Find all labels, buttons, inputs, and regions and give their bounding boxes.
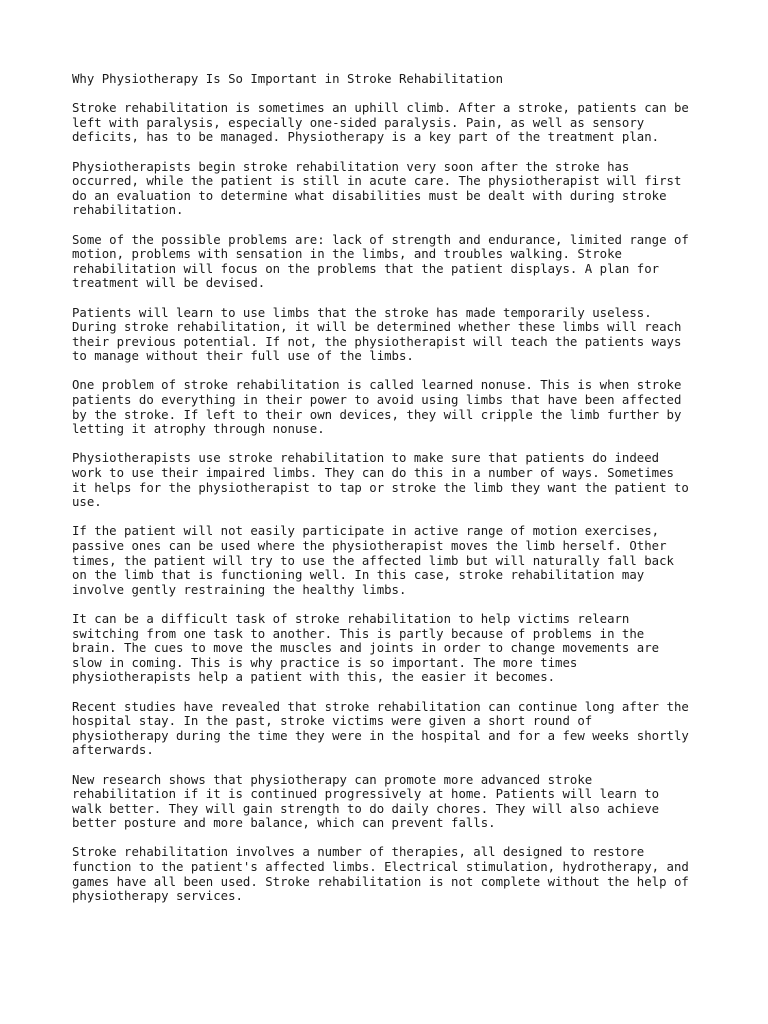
paragraph-line: hospital stay. In the past, stroke victims were given a short round of <box>72 714 593 729</box>
paragraph-line: occurred, while the patient is still in acute care. The physiotherapist will first <box>72 174 682 189</box>
paragraph-line: switching from one task to another. This is partly because of problems in the <box>72 626 645 641</box>
paragraph-line: brain. The cues to move the muscles and joints in order to change movements are <box>72 641 660 656</box>
paragraph-line: function to the patient's affected limbs. Electrical stimulation, hydrotherapy, and <box>72 860 689 875</box>
paragraph-7 <box>72 524 712 597</box>
paragraph-line: physiotherapists help a patient with this, the easier it becomes. <box>72 670 556 685</box>
paragraph-line: involve gently restraining the healthy limbs. <box>72 582 407 597</box>
paragraph-line: Patients will learn to use limbs that the stroke has made temporarily useless. <box>72 305 652 320</box>
paragraph-8 <box>72 612 712 685</box>
paragraph-line: patients do everything in their power to avoid using limbs that have been affected <box>72 393 682 408</box>
paragraph-line: Physiotherapists begin stroke rehabilitation very soon after the stroke has <box>72 159 630 174</box>
paragraph-line: rehabilitation. <box>72 203 184 218</box>
paragraph-3 <box>72 233 712 291</box>
paragraph-line: It can be a difficult task of stroke rehabilitation to help victims relearn <box>72 611 630 626</box>
paragraph-line: work to use their impaired limbs. They can do this in a number of ways. Sometimes <box>72 466 674 481</box>
paragraph-line: Some of the possible problems are: lack of strength and endurance, limited range of <box>72 232 689 247</box>
paragraph-line: games have all been used. Stroke rehabilitation is not complete without the help of <box>72 874 689 889</box>
paragraph-line: Stroke rehabilitation is sometimes an uphill climb. After a stroke, patients can be <box>72 101 689 116</box>
paragraph-line: do an evaluation to determine what disabilities must be dealt with during stroke <box>72 188 667 203</box>
paragraph-1 <box>72 101 712 145</box>
paragraph-5 <box>72 378 712 436</box>
paragraph-line: rehabilitation if it is continued progressively at home. Patients will learn to <box>72 787 660 802</box>
paragraph-line: physiotherapy during the time they were in the hospital and for a few weeks shortly <box>72 728 689 743</box>
paragraph-line: Stroke rehabilitation involves a number of therapies, all designed to restore <box>72 845 645 860</box>
paragraph-line: use. <box>72 495 102 510</box>
paragraph-line: on the limb that is functioning well. In this case, stroke rehabilitation may <box>72 568 645 583</box>
paragraph-line: passive ones can be used where the physiotherapist moves the limb herself. Other <box>72 539 667 553</box>
paragraph-line: by the stroke. If left to their own devices, they will cripple the limb further by <box>72 407 682 422</box>
paragraph-line: During stroke rehabilitation, it will be determined whether these limbs will reach <box>72 320 682 335</box>
paragraph-line: it helps for the physiotherapist to tap or stroke the limb they want the patient to <box>72 480 689 495</box>
paragraph-line: letting it atrophy through nonuse. <box>72 422 325 437</box>
paragraph-line: treatment will be devised. <box>72 276 266 291</box>
paragraph-10 <box>72 773 712 831</box>
paragraph-line: slow in coming. This is why practice is so important. The more times <box>72 655 578 670</box>
paragraph-line: deficits, has to be managed. Physiotherapy is a key part of the treatment plan. <box>72 130 660 145</box>
paragraph-line: New research shows that physiotherapy can promote more advanced stroke <box>72 772 593 787</box>
paragraph-4 <box>72 306 712 364</box>
paragraph-line: physiotherapy services. <box>72 889 243 904</box>
paragraph-line: afterwards. <box>72 743 154 758</box>
paragraph-line: rehabilitation will focus on the problems that the patient displays. A plan for <box>72 261 660 276</box>
paragraph-line: If the patient will not easily participate in active range of motion exercises, <box>72 524 660 539</box>
document-title: Why Physiotherapy Is So Important in Stroke Rehabilitation <box>72 72 504 86</box>
paragraph-line: left with paralysis, especially one-sided paralysis. Pain, as well as sensory <box>72 115 645 130</box>
paragraph-line: their previous potential. If not, the physiotherapist will teach the patients ways <box>72 334 682 349</box>
paragraph-line: motion, problems with sensation in the limbs, and troubles walking. Stroke <box>72 247 622 262</box>
paragraph-line: times, the patient will try to use the affected limb but will naturally fall back <box>72 553 674 568</box>
document-page <box>72 72 712 918</box>
paragraph-11 <box>72 845 712 903</box>
document-body <box>72 101 712 904</box>
paragraph-line: Recent studies have revealed that stroke rehabilitation can continue long after the <box>72 699 689 714</box>
paragraph-line: walk better. They will gain strength to do daily chores. They will also achieve <box>72 801 660 816</box>
paragraph-line: Physiotherapists use stroke rehabilitation to make sure that patients do indeed <box>72 451 660 466</box>
paragraph-line: better posture and more balance, which can prevent falls. <box>72 816 496 831</box>
paragraph-9 <box>72 700 712 758</box>
paragraph-2 <box>72 160 712 218</box>
paragraph-6 <box>72 451 712 509</box>
paragraph-line: One problem of stroke rehabilitation is called learned nonuse. This is when stroke <box>72 378 682 393</box>
paragraph-line: to manage without their full use of the limbs. <box>72 349 414 364</box>
